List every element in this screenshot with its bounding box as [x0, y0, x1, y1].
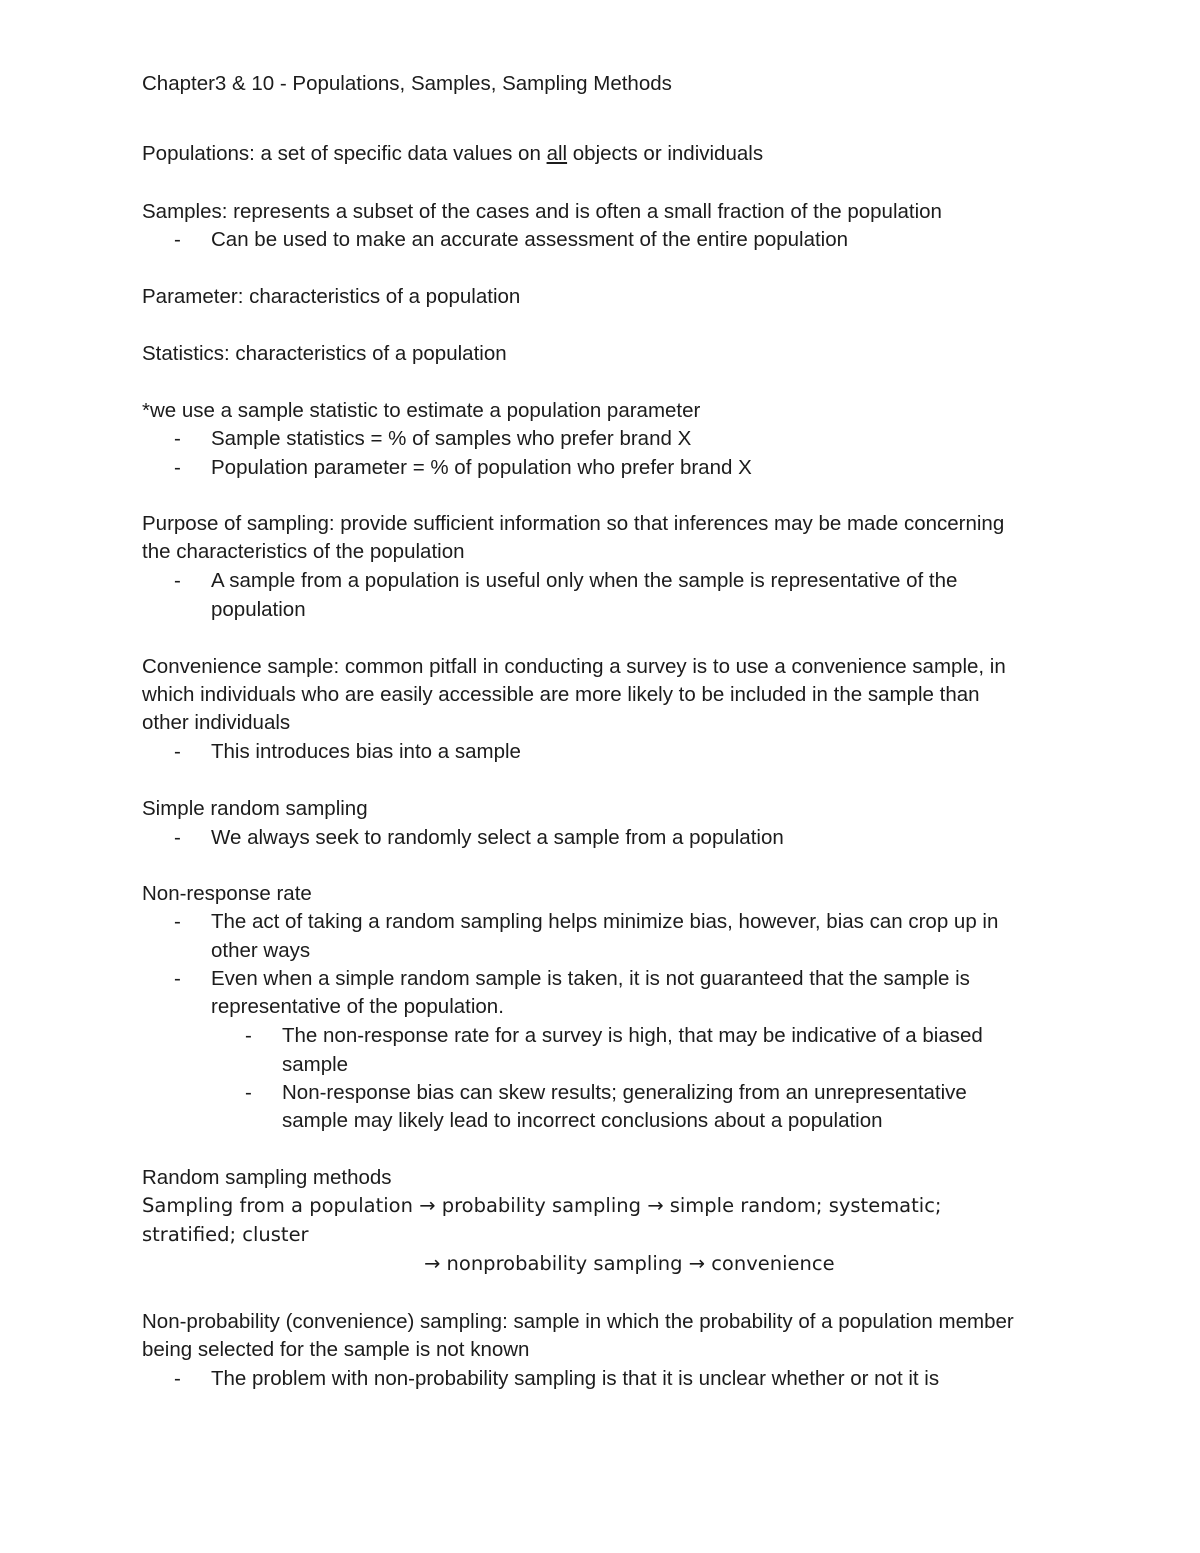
nonprobability-line-1: Non-probability (convenience) sampling: sample in which the probability of a population member: [142, 1310, 1014, 1333]
purpose-line-1: Purpose of sampling: provide sufficient information so that inferences may be made concerning: [142, 512, 1005, 535]
purpose-line-2: the characteristics of the population: [142, 540, 465, 563]
samples-bullet: Can be used to make an accurate assessment of the entire population: [211, 228, 849, 251]
bullet-dash: -: [174, 569, 181, 592]
methods-flow-nonprobability: → nonprobability sampling → convenience: [424, 1252, 835, 1275]
estimate-note: *we use a sample statistic to estimate a population parameter: [142, 399, 701, 422]
nonresponse-heading: Non-response rate: [142, 882, 312, 905]
simple-random-bullet: We always seek to randomly select a sample from a population: [211, 826, 784, 849]
methods-flow-probability-line-1: Sampling from a population → probability sampling → simple random; systematic;: [142, 1194, 942, 1217]
nonresponse-sub-bullet-2-line-2: sample may likely lead to incorrect conclusions about a population: [282, 1109, 883, 1132]
bullet-dash: -: [174, 228, 181, 251]
populations-definition: [142, 141, 763, 167]
sub-bullet-dash: -: [245, 1024, 252, 1047]
statistics-definition: Statistics: characteristics of a population: [142, 342, 507, 365]
sub-bullet-dash: -: [245, 1081, 252, 1104]
methods-flow-probability-line-2: stratified; cluster: [142, 1223, 309, 1246]
bullet-dash: -: [174, 427, 181, 450]
methods-heading: Random sampling methods: [142, 1166, 392, 1189]
nonresponse-bullet-2-line-1: Even when a simple random sample is taken, it is not guaranteed that the sample is: [211, 967, 970, 990]
estimate-bullet-statistics: Sample statistics = % of samples who prefer brand X: [211, 427, 692, 450]
purpose-bullet-line-2: population: [211, 598, 306, 621]
convenience-line-1: Convenience sample: common pitfall in conducting a survey is to use a convenience sample, in: [142, 655, 1006, 678]
nonresponse-bullet-2-line-2: representative of the population.: [211, 995, 504, 1018]
convenience-line-3: other individuals: [142, 711, 291, 734]
nonresponse-bullet-1-line-2: other ways: [211, 939, 311, 962]
bullet-dash: -: [174, 456, 181, 479]
nonresponse-sub-bullet-1-line-2: sample: [282, 1053, 349, 1076]
samples-definition: Samples: represents a subset of the cases and is often a small fraction of the population: [142, 200, 942, 223]
bullet-dash: -: [174, 826, 181, 849]
nonresponse-bullet-1-line-1: The act of taking a random sampling helps minimize bias, however, bias can crop up in: [211, 910, 999, 933]
nonresponse-sub-bullet-1-line-1: The non-response rate for a survey is high, that may be indicative of a biased: [282, 1024, 983, 1047]
parameter-definition: Parameter: characteristics of a population: [142, 285, 521, 308]
populations-emphasis-all: all: [546, 142, 568, 165]
convenience-line-2: which individuals who are easily accessible are more likely to be included in the sample than: [142, 683, 980, 706]
bullet-dash: -: [174, 740, 181, 763]
purpose-bullet-line-1: A sample from a population is useful only when the sample is representative of the: [211, 569, 958, 592]
bullet-dash: -: [174, 910, 181, 933]
populations-text-after: objects or individuals: [567, 142, 764, 165]
nonprobability-line-2: being selected for the sample is not known: [142, 1338, 530, 1361]
nonresponse-sub-bullet-2-line-1: Non-response bias can skew results; generalizing from an unrepresentative: [282, 1081, 967, 1104]
bullet-dash: -: [174, 1367, 181, 1390]
document-title: Chapter3 & 10 - Populations, Samples, Sampling Methods: [142, 72, 672, 95]
nonprobability-bullet: The problem with non-probability sampling is that it is unclear whether or not it is: [211, 1367, 940, 1390]
simple-random-heading: Simple random sampling: [142, 797, 368, 820]
bullet-dash: -: [174, 967, 181, 990]
convenience-bullet: This introduces bias into a sample: [211, 740, 521, 763]
populations-text-before: Populations: a set of specific data values on: [142, 142, 547, 165]
estimate-bullet-parameter: Population parameter = % of population who prefer brand X: [211, 456, 752, 479]
